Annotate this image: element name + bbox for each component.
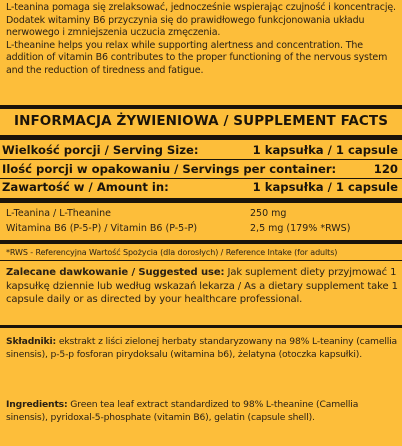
footnote-rule: [0, 260, 402, 261]
dosage-bottom-rule: [0, 325, 402, 328]
suggested-use-label: Zalecane dawkowanie / Suggested use:: [6, 267, 225, 278]
servings-per-container-row: [2, 162, 398, 178]
row-divider: [0, 178, 402, 179]
serving-size-value: 1 kapsułka / 1 capsule: [252, 143, 398, 157]
serving-size-row: [2, 143, 398, 159]
ingredients-polish-text: ekstrakt z liści zielonej herbaty standaryzowany na 98% L-teaniny (camellia sinensis), p-5-p fosforan pirydoksalu (witamina b6), żelatyna (otoczka kapsułki).: [6, 336, 398, 360]
servings-per-container-value: 120: [373, 162, 398, 176]
nutrient-amount: 2,5 mg (179% *RWS): [250, 223, 351, 234]
ingredients-english-label: Ingredients:: [6, 399, 68, 410]
nutrient-amount: 250 mg: [250, 208, 287, 219]
amount-in-value: 1 kapsułka / 1 capsule: [252, 180, 398, 194]
ingredients-polish: [6, 335, 398, 361]
top-thick-rule: [0, 105, 402, 109]
servings-per-container-label: Ilość porcji w opakowaniu / Servings per container:: [2, 162, 337, 176]
nutrient-name: Witamina B6 (P-5-P) / Vitamin B6 (P-5-P): [6, 223, 198, 234]
ingredients-english: [6, 398, 398, 424]
amount-in-row: [2, 180, 398, 196]
amount-in-label: Zawartość w / Amount in:: [2, 180, 169, 194]
row-divider: [0, 159, 402, 160]
suggested-use: [6, 266, 398, 307]
nutrients-top-rule: [0, 198, 402, 203]
nutrient-row: [6, 208, 396, 222]
suggested-use-text: Jak suplement diety przyjmować 1 kapsułkę dziennie lub według wskazań lekarza / As a dietary supplement take 1 capsule daily or as directed by your healthcare professional.: [6, 267, 398, 306]
description-english: L-theanine helps you relax while supporting alertness and concentration. The addition of vitamin B6 contributes to the proper functioning of the nervous system and the reduction of tiredness and fatigue.: [6, 39, 388, 76]
ingredients-english-text: Green tea leaf extract standardized to 98% L-theanine (Camellia sinensis), pyridoxal-5-phosphate (vitamin B6), gelatin (capsule shell).: [6, 399, 359, 423]
rws-footnote: *RWS - Referencyjna Wartość Spożycia (dla dorosłych) / Reference Intake (for adults): [6, 248, 338, 257]
serving-size-label: Wielkość porcji / Serving Size:: [2, 143, 199, 157]
facts-heading: INFORMACJA ŻYWIENIOWA / SUPPLEMENT FACTS: [13, 113, 389, 129]
ingredients-polish-label: Składniki:: [6, 336, 57, 347]
nutrient-row: [6, 223, 396, 237]
description-polish: L-teanina pomaga się zrelaksować, jednocześnie wspierając czujność i koncentrację. Dodatek witaminy B6 przyczynia się do prawidłowego funkcjonowania układu nerwowego i zmniejszenia uczucia zmęczenia.: [6, 2, 396, 39]
product-description: [6, 2, 398, 78]
heading-bottom-rule: [0, 135, 402, 140]
nutrients-bottom-rule: [0, 240, 402, 244]
nutrient-name: L-Teanina / L-Theanine: [6, 208, 111, 219]
